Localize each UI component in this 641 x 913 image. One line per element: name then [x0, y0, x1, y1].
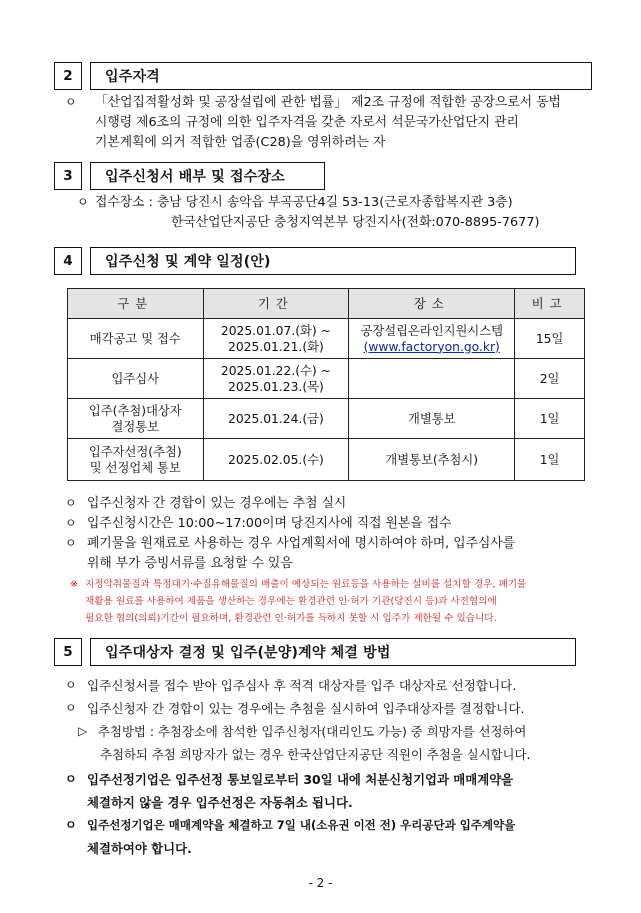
- row-place: 개별통보: [349, 399, 515, 439]
- period-start: 2025.01.07.(화) ~: [220, 323, 331, 338]
- period-end: 2025.01.21.(화): [228, 339, 324, 354]
- section-4-bullet-3-cont: 위해 부가 증빙서류를 요청할 수 있음: [87, 556, 293, 571]
- section-5-sub-1: 추첨방법 : 추첨장소에 참석한 입주신청자(대리인도 가능) 중 희망자를 선정하여: [98, 724, 527, 739]
- section-5-header: [54, 638, 576, 666]
- section-3-line-1: 접수장소 : 충남 당진시 송악읍 부곡공단4길 53-13(근로자종합복지관 3층): [95, 195, 513, 210]
- bullet-marker: ㅇ: [65, 701, 77, 715]
- row-period: [203, 319, 349, 359]
- section-5-number: 5: [54, 638, 82, 666]
- row-period: 2025.01.24.(금): [203, 399, 349, 439]
- section-5-sub-2: 추첨하되 추첨 희망자가 없는 경우 한국산업단지공단 직원이 추첨을 실시합니다.: [100, 747, 531, 762]
- bullet-marker: ㅇ: [65, 496, 77, 510]
- row-remark: 1일: [515, 399, 585, 439]
- header-period: 기간: [203, 289, 349, 319]
- factoryon-link[interactable]: (www.factoryon.go.kr): [363, 339, 500, 354]
- item-line-1: 입주자선정(추첨): [88, 444, 182, 459]
- bullet-marker: ㅇ: [65, 536, 77, 550]
- row-period: 2025.02.05.(수): [203, 439, 349, 481]
- bullet-marker: ㅇ: [65, 818, 77, 832]
- section-3-title: 입주신청서 배부 및 접수장소: [90, 162, 325, 190]
- section-2-number: 2: [54, 62, 82, 90]
- header-category: 구분: [68, 289, 204, 319]
- section-5-bold-1b: 체결하지 않을 경우 입주선정은 자동취소 됩니다.: [87, 795, 353, 810]
- row-remark: 15일: [515, 319, 585, 359]
- row-place: [349, 359, 515, 399]
- row-remark: 2일: [515, 359, 585, 399]
- section-4-bullet-1: 입주신청자 간 경합이 있는 경우에는 추첨 실시: [87, 496, 347, 511]
- row-item: [68, 399, 204, 439]
- section-4-bullet-3: 폐기물을 원재료로 사용하는 경우 사업계획서에 명시하여야 하며, 입주심사를: [87, 536, 516, 551]
- period-end: 2025.01.23.(목): [228, 379, 324, 394]
- section-5-bold-2b: 체결하여야 합니다.: [87, 841, 192, 856]
- section-5-bold-2a: 입주선정기업은 매매계약을 체결하고 7일 내(소유권 이전 전) 우리공단과 입주계약을: [87, 818, 516, 832]
- row-place: 개별통보(추첨시): [349, 439, 515, 481]
- table-header-row: [68, 289, 585, 319]
- note-line-3: 필요한 협의(의뢰)기간이 필요하며, 환경관련 인·허가를 득하지 못할 시 입주가 제한될 수 있습니다.: [85, 613, 497, 624]
- header-remark: 비고: [515, 289, 585, 319]
- section-2-header: [54, 62, 592, 90]
- bullet-marker: ㅇ: [65, 772, 77, 786]
- sub-marker: ▷: [78, 724, 88, 738]
- section-3-line-2: 한국산업단지공단 충청지역본부 당진지사(전화:070-8895-7677): [171, 215, 540, 230]
- section-2-line-2: 시행령 제6조의 규정에 의한 입주자격을 갖춘 자로서 석문국가산업단지 관리: [95, 115, 519, 130]
- note-mark: ※: [70, 579, 79, 590]
- section-3-header: [54, 162, 325, 190]
- item-line-1: 입주(추첨)대상자: [88, 403, 182, 418]
- bullet-marker: ㅇ: [65, 678, 77, 692]
- table-row: [68, 359, 585, 399]
- section-5-bullet-1: 입주신청서를 접수 받아 입주심사 후 적격 대상자를 입주 대상자로 선정합니다.: [87, 678, 517, 693]
- row-item: 입주심사: [68, 359, 204, 399]
- bullet-marker: ㅇ: [77, 195, 89, 209]
- section-5-bold-1a: 입주선정기업은 입주선정 통보일로부터 30일 내에 처분신청기업과 매매계약을: [87, 772, 514, 787]
- table-row: [68, 319, 585, 359]
- section-2-line-1: 「산업집적활성화 및 공장설립에 관한 법률」 제2조 규정에 적합한 공장으로서 동법: [95, 95, 561, 110]
- section-4-title: 입주신청 및 계약 일정(안): [90, 247, 576, 275]
- section-2-line-3: 기본계획에 의거 적합한 업종(C28)을 영위하려는 자: [95, 135, 386, 150]
- bullet-marker: ㅇ: [65, 516, 77, 530]
- section-3-number: 3: [54, 162, 82, 190]
- place-name: 공장설립온라인지원시스템: [360, 323, 503, 338]
- section-2-title: 입주자격: [90, 62, 592, 90]
- section-4-header: [54, 247, 576, 275]
- schedule-table: [67, 288, 585, 481]
- period-start: 2025.01.22.(수) ~: [220, 363, 331, 378]
- row-place: [349, 319, 515, 359]
- section-5-bullet-2: 입주신청자 간 경합이 있는 경우에는 추첨을 실시하여 입주대상자를 결정합니다.: [87, 701, 525, 716]
- item-line-2: 결정통보: [111, 419, 160, 434]
- row-item: 매각공고 및 접수: [68, 319, 204, 359]
- section-4-number: 4: [54, 247, 82, 275]
- page-number: - 2 -: [308, 876, 333, 890]
- row-item: [68, 439, 204, 481]
- table-row: [68, 399, 585, 439]
- note-line-2: 재활용 원료를 사용하여 제품을 생산하는 경우에는 환경관련 인·허가 기관(당진시 등)과 사전협의에: [85, 596, 497, 607]
- note-line-1: 지정악취물질과 특정대기·수질유해물질의 배출이 예상되는 원료등을 사용하는 설비를 설치할 경우, 폐기물: [85, 579, 527, 590]
- section-5-title: 입주대상자 결정 및 입주(분양)계약 체결 방법: [90, 638, 576, 666]
- table-row: [68, 439, 585, 481]
- row-period: [203, 359, 349, 399]
- row-remark: 1일: [515, 439, 585, 481]
- item-line-2: 및 선정업체 통보: [89, 460, 181, 475]
- bullet-marker: ㅇ: [65, 95, 77, 109]
- section-4-bullet-2: 입주신청시간은 10:00~17:00이며 당진지사에 직접 원본을 접수: [87, 516, 452, 531]
- header-place: 장소: [349, 289, 515, 319]
